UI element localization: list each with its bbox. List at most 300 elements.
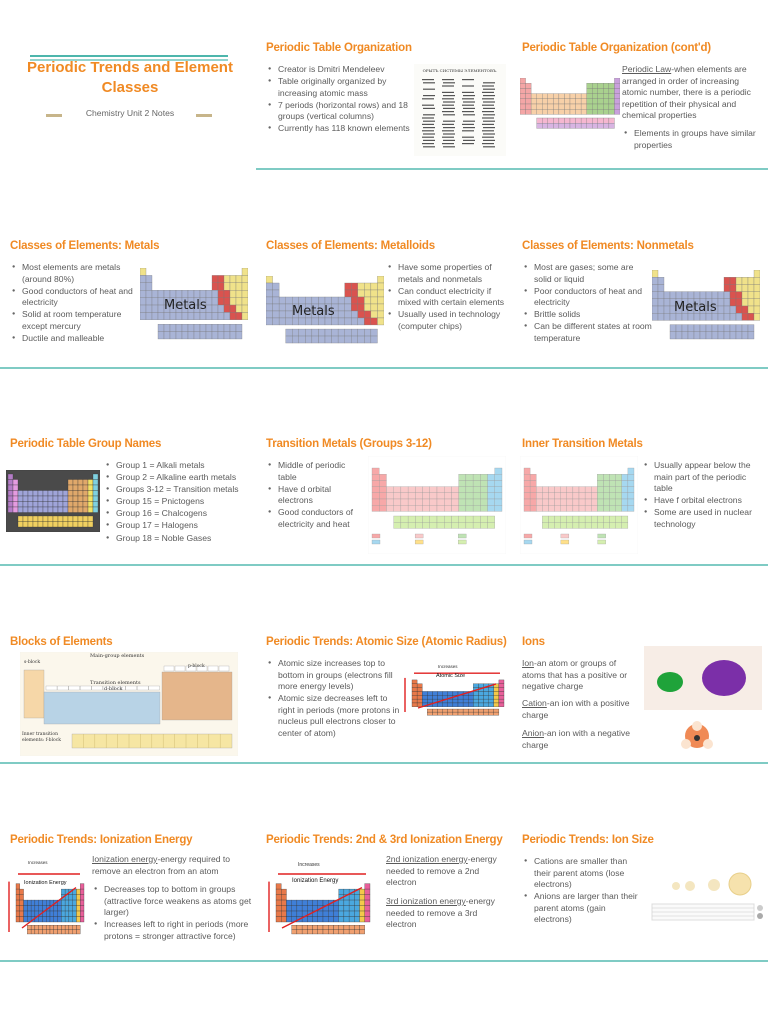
- element-cell: [328, 917, 333, 922]
- element-cell: [372, 540, 380, 544]
- element-cell: [742, 325, 748, 332]
- element-cell: [706, 325, 712, 332]
- element-cell: [349, 895, 354, 900]
- transition-elements-label: Transition elements: [90, 680, 141, 686]
- element-cell: [266, 283, 273, 290]
- element-cell: [379, 493, 386, 499]
- element-cell: [616, 522, 622, 528]
- element-cell: [748, 277, 754, 284]
- ionization-energy-label: Ionization Energy: [24, 880, 67, 886]
- element-cell: [730, 277, 736, 284]
- element-cell: [212, 275, 218, 282]
- element-cell: [333, 925, 338, 929]
- element-cell: [495, 493, 502, 499]
- element-cell: [371, 304, 378, 311]
- element-cell: [548, 516, 554, 522]
- element-cell: [466, 474, 473, 480]
- element-cell: [542, 109, 548, 114]
- element-cell: [318, 911, 323, 916]
- element-cell: [200, 290, 206, 297]
- element-cell: [488, 499, 495, 505]
- element-cell: [76, 900, 80, 905]
- element-cell: [46, 686, 57, 690]
- element-cell: [273, 297, 280, 304]
- element-cell: [377, 318, 384, 325]
- element-cell: [458, 703, 463, 707]
- element-cell: [598, 118, 604, 123]
- element-cell: [610, 487, 616, 493]
- element-cell: [597, 487, 603, 493]
- element-cell: [748, 313, 754, 320]
- element-cell: [281, 900, 286, 905]
- element-cell: [401, 493, 408, 499]
- element-cell: [42, 925, 46, 929]
- periodic-law-text: Periodic Law-when elements are arranged in order of increasing atomic number, there is a periodic repetition of their physical and chemical properties: [622, 64, 751, 121]
- element-cell: [579, 493, 585, 499]
- element-cell: [8, 485, 13, 491]
- element-cell: [224, 283, 230, 290]
- element-cell: [553, 104, 559, 109]
- element-cell: [587, 94, 593, 99]
- element-cell: [592, 83, 598, 88]
- element-cell: [748, 299, 754, 306]
- element-cell: [427, 699, 432, 703]
- element-cell: [448, 712, 453, 715]
- element-cell: [48, 507, 53, 513]
- element-cell: [422, 695, 427, 699]
- element-cell: [548, 109, 554, 114]
- element-cell: [76, 911, 80, 916]
- element-cell: [76, 895, 80, 900]
- element-cell: [730, 332, 736, 339]
- element-cell: [371, 311, 378, 318]
- element-cell: [542, 99, 548, 104]
- element-cell: [351, 329, 358, 336]
- element-cell: [33, 496, 38, 502]
- element-cell: [61, 906, 65, 911]
- element-cell: [38, 522, 43, 528]
- element-cell: [736, 332, 742, 339]
- element-cell: [658, 306, 664, 313]
- element-cell: [349, 900, 354, 905]
- element-cell: [83, 502, 88, 508]
- element-cell: [478, 709, 483, 712]
- element-cell: [266, 311, 273, 318]
- element-cell: [736, 313, 742, 320]
- element-cell: [423, 499, 430, 505]
- element-cell: [432, 712, 437, 715]
- element-cell: [88, 507, 93, 513]
- element-cell: [73, 485, 78, 491]
- element-cell: [700, 332, 706, 339]
- element-cell: [526, 94, 532, 99]
- element-cell: [13, 485, 18, 491]
- element-cell: [524, 480, 530, 486]
- element-cell: [700, 325, 706, 332]
- element-cell: [718, 313, 724, 320]
- element-cell: [736, 325, 742, 332]
- row-divider: [0, 960, 768, 962]
- element-cell: [236, 332, 242, 339]
- slide-title: Classes of Elements: Metalloids: [266, 240, 435, 252]
- element-cell: [473, 712, 478, 715]
- element-cell: [140, 298, 146, 305]
- element-cell: [478, 712, 483, 715]
- element-cell: [200, 312, 206, 319]
- ion-definition: Ion-an atom or groups of atoms that has a positive or negative charge: [522, 658, 628, 692]
- element-cell: [182, 324, 188, 331]
- element-cell: [292, 329, 299, 336]
- element-cell: [567, 487, 573, 493]
- element-cell: [548, 522, 554, 528]
- element-cell: [351, 290, 358, 297]
- element-cell: [307, 917, 312, 922]
- element-cell: [478, 703, 483, 707]
- element-cell: [463, 695, 468, 699]
- element-cell: [412, 703, 417, 707]
- element-cell: [305, 318, 312, 325]
- row-divider: [0, 564, 768, 566]
- element-cell: [18, 516, 23, 522]
- element-cell: [140, 268, 146, 275]
- element-cell: [459, 516, 466, 522]
- element-cell: [748, 306, 754, 313]
- element-cell: [423, 522, 430, 528]
- element-cell: [354, 895, 359, 900]
- element-cell: [39, 900, 43, 905]
- element-cell: [176, 312, 182, 319]
- element-cell: [609, 88, 615, 93]
- element-cell: [542, 104, 548, 109]
- element-cell: [438, 712, 443, 715]
- element-cell: [587, 109, 593, 114]
- mendeleev-heading: OPЫТЪ СИСТЕМЫ ЭЛЕМЕНТОВЪ.: [422, 68, 498, 73]
- element-cell: [401, 516, 408, 522]
- element-cell: [158, 324, 164, 331]
- element-cell: [548, 123, 554, 128]
- element-cell: [610, 493, 616, 499]
- element-cell: [58, 507, 63, 513]
- element-cell: [459, 474, 466, 480]
- d-block-label: d-block: [104, 686, 123, 692]
- element-cell: [164, 312, 170, 319]
- slide-title: Periodic Trends: Ionization Energy: [10, 834, 193, 846]
- element-cell: [325, 318, 332, 325]
- element-cell: [748, 292, 754, 299]
- element-cell: [437, 505, 444, 511]
- element-cell: [170, 290, 176, 297]
- element-cell: [83, 516, 88, 522]
- element-cell: [564, 123, 570, 128]
- element-cell: [230, 275, 236, 282]
- element-cell: [318, 329, 325, 336]
- element-cell: [438, 691, 443, 695]
- metals-label: Metals: [292, 304, 335, 319]
- element-cell: [443, 709, 448, 712]
- element-cell: [372, 480, 379, 486]
- element-cell: [16, 906, 20, 911]
- element-cell: [412, 695, 417, 699]
- element-cell: [591, 505, 597, 511]
- element-cell: [616, 487, 622, 493]
- element-cell: [276, 906, 281, 911]
- element-cell: [345, 283, 352, 290]
- element-cell: [561, 522, 567, 528]
- element-cell: [76, 889, 80, 894]
- element-cell: [377, 276, 384, 283]
- element-cell: [559, 104, 565, 109]
- element-cell: [152, 312, 158, 319]
- element-cell: [92, 686, 103, 690]
- element-cell: [281, 906, 286, 911]
- element-cell: [488, 487, 495, 493]
- element-cell: [430, 499, 437, 505]
- element-cell: [345, 336, 352, 343]
- element-cell: [176, 290, 182, 297]
- element-cell: [494, 688, 499, 692]
- element-cell: [598, 534, 606, 538]
- element-cell: [480, 474, 487, 480]
- element-cell: [69, 906, 73, 911]
- element-cell: [664, 313, 670, 320]
- element-cell: [78, 522, 83, 528]
- element-cell: [730, 306, 736, 313]
- element-cell: [158, 332, 164, 339]
- element-cell: [451, 505, 458, 511]
- element-cell: [585, 505, 591, 511]
- element-cell: [489, 709, 494, 712]
- element-cell: [438, 709, 443, 712]
- element-cell: [18, 507, 23, 513]
- element-cell: [20, 895, 24, 900]
- element-cell: [473, 691, 478, 695]
- element-cell: [345, 318, 352, 325]
- element-cell: [13, 491, 18, 497]
- element-cell: [682, 325, 688, 332]
- element-cell: [573, 522, 579, 528]
- element-cell: [526, 83, 532, 88]
- nonmetals-table-image: [652, 270, 760, 340]
- element-cell: [73, 480, 78, 486]
- element-cell: [360, 930, 365, 934]
- element-cell: [603, 99, 609, 104]
- mendeleev-table-image: [414, 64, 506, 156]
- element-cell: [463, 712, 468, 715]
- element-cell: [415, 493, 422, 499]
- element-cell: [438, 695, 443, 699]
- element-cell: [437, 516, 444, 522]
- atom-small: [692, 721, 702, 731]
- element-cell: [297, 900, 302, 905]
- element-cell: [218, 283, 224, 290]
- element-cell: [297, 930, 302, 934]
- element-cell: [313, 930, 318, 934]
- list-item: ● Increases left to right in periods (more protons = stronger attractive force): [92, 919, 252, 942]
- element-cell: [559, 99, 565, 104]
- slide-title: Periodic Trends: Ion Size: [522, 834, 654, 846]
- element-cell: [451, 522, 458, 528]
- element-cell: [453, 691, 458, 695]
- element-cell: [537, 94, 543, 99]
- element-cell: [417, 699, 422, 703]
- element-cell: [152, 305, 158, 312]
- element-cell: [603, 516, 609, 522]
- element-cell: [688, 332, 694, 339]
- element-cell: [499, 691, 504, 695]
- increases-label: Increases: [438, 664, 458, 669]
- element-cell: [364, 329, 371, 336]
- element-cell: [140, 275, 146, 282]
- element-cell: [149, 686, 160, 690]
- element-cell: [480, 522, 487, 528]
- ionization-trend-image: [4, 858, 88, 938]
- element-cell: [542, 493, 548, 499]
- list-item: ● Some are used in nuclear technology: [642, 507, 766, 530]
- element-cell: [555, 499, 561, 505]
- element-cell: [224, 305, 230, 312]
- ionization-energy-label: Ionization Energy: [292, 878, 339, 884]
- element-cell: [236, 290, 242, 297]
- element-cell: [591, 493, 597, 499]
- element-cell: [480, 499, 487, 505]
- element-cell: [712, 325, 718, 332]
- element-cell: [468, 703, 473, 707]
- element-cell: [379, 474, 386, 480]
- element-cell: [587, 83, 593, 88]
- element-cell: [459, 522, 466, 528]
- element-cell: [581, 109, 587, 114]
- element-cell: [73, 930, 77, 934]
- element-cell: [33, 516, 38, 522]
- element-cell: [526, 109, 532, 114]
- element-cell: [69, 911, 73, 916]
- element-cell: [318, 336, 325, 343]
- element-cell: [42, 930, 46, 934]
- element-cell: [567, 522, 573, 528]
- element-cell: [408, 516, 415, 522]
- inner-transition-label: Inner transition elements: f-block: [22, 732, 61, 743]
- element-cell: [152, 290, 158, 297]
- element-cell: [587, 104, 593, 109]
- element-cell: [279, 304, 286, 311]
- atom-sphere: [708, 879, 720, 891]
- element-cell: [451, 499, 458, 505]
- element-cell: [559, 123, 565, 128]
- element-cell: [463, 709, 468, 712]
- element-cell: [427, 691, 432, 695]
- element-cell: [524, 505, 530, 511]
- element-cell: [542, 505, 548, 511]
- element-cell: [354, 925, 359, 929]
- element-cell: [553, 118, 559, 123]
- element-cell: [140, 290, 146, 297]
- element-cell: [364, 304, 371, 311]
- element-cell: [24, 911, 28, 916]
- element-cell: [415, 487, 422, 493]
- element-cell: [266, 290, 273, 297]
- element-cell: [561, 534, 569, 538]
- slide-title: Periodic Table Organization: [266, 42, 412, 54]
- element-cell: [573, 499, 579, 505]
- element-cell: [69, 917, 73, 922]
- element-cell: [555, 493, 561, 499]
- element-cell: [603, 474, 609, 480]
- element-cell: [597, 516, 603, 522]
- element-cell: [412, 684, 417, 688]
- element-cell: [542, 118, 548, 123]
- element-cell: [194, 332, 200, 339]
- element-cell: [146, 290, 152, 297]
- element-cell: [581, 94, 587, 99]
- element-cell: [536, 487, 542, 493]
- cover-slide[interactable]: [0, 0, 256, 198]
- list-item: ● Cations are smaller than their parent atoms (lose electrons): [522, 856, 640, 891]
- element-cell: [323, 911, 328, 916]
- element-cell: [68, 491, 73, 497]
- element-cell: [372, 474, 379, 480]
- element-cell: [80, 906, 84, 911]
- element-cell: [724, 306, 730, 313]
- element-cell: [480, 493, 487, 499]
- element-cell: [536, 505, 542, 511]
- element-cell: [63, 507, 68, 513]
- main-group-label: Main-group elements: [90, 653, 145, 659]
- list-item: ● Have d orbital electrons: [266, 484, 366, 507]
- element-cell: [242, 268, 248, 275]
- element-cell: [468, 712, 473, 715]
- element-cell: [603, 104, 609, 109]
- element-cell: [146, 312, 152, 319]
- element-cell: [730, 284, 736, 291]
- list-item: ● Most are gases; some are solid or liquid: [522, 262, 652, 285]
- element-cell: [480, 516, 487, 522]
- element-cell: [610, 474, 616, 480]
- element-cell: [230, 312, 236, 319]
- element-cell: [46, 900, 50, 905]
- cover-title: Periodic Trends and Element Classes: [27, 59, 233, 96]
- list-item: ● Poor conductors of heat and electricity: [522, 286, 652, 309]
- element-cell: [718, 299, 724, 306]
- element-cell: [712, 292, 718, 299]
- element-cell: [542, 487, 548, 493]
- element-cell: [495, 505, 502, 511]
- element-cell: [24, 670, 44, 718]
- periodic-law-term: Periodic Law: [622, 64, 672, 74]
- element-cell: [430, 522, 437, 528]
- element-cell: [610, 505, 616, 511]
- element-cell: [585, 516, 591, 522]
- element-cell: [628, 468, 634, 474]
- element-cell: [371, 297, 378, 304]
- element-cell: [394, 505, 401, 511]
- element-cell: [570, 94, 576, 99]
- element-cell: [585, 499, 591, 505]
- element-cell: [54, 925, 58, 929]
- list-item: ● Brittle solids: [522, 309, 652, 321]
- element-cell: [478, 691, 483, 695]
- element-cell: [616, 480, 622, 486]
- element-cell: [188, 324, 194, 331]
- element-cell: [279, 318, 286, 325]
- element-cell: [286, 318, 293, 325]
- element-cell: [230, 298, 236, 305]
- element-cell: [451, 487, 458, 493]
- element-cell: [318, 917, 323, 922]
- element-cell: [459, 487, 466, 493]
- element-cell: [652, 313, 658, 320]
- element-cell: [63, 516, 68, 522]
- element-cell: [412, 699, 417, 703]
